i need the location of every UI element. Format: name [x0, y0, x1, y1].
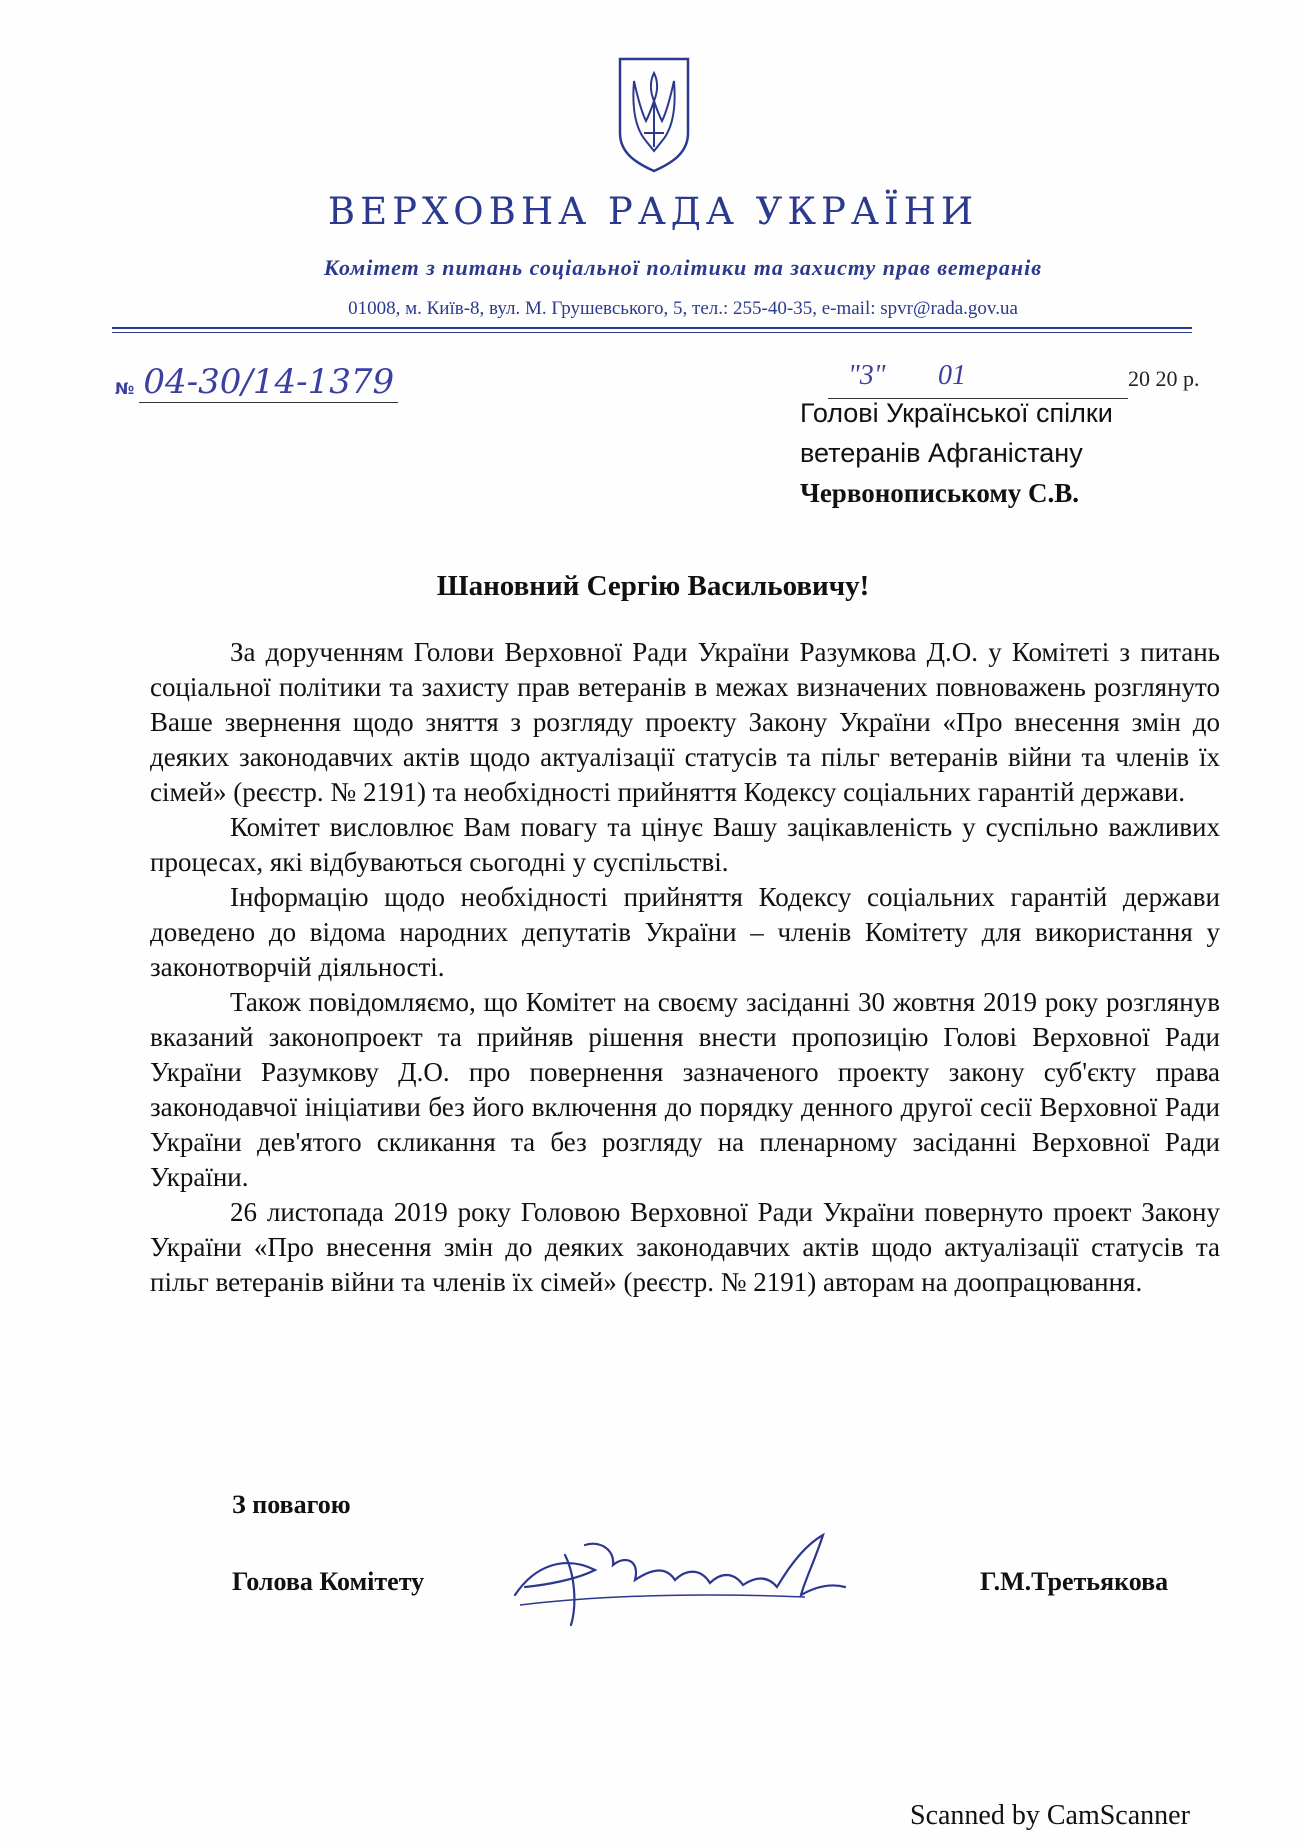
- header-divider: [112, 327, 1192, 329]
- paragraph-2: Комітет висловлює Вам повагу та цінує Вашу зацікавленість у суспільно важливих процесах, які відбуваються сьогодні у суспільстві.: [150, 812, 1220, 877]
- number-sign: №: [115, 379, 135, 398]
- signer-position: Голова Комітету: [232, 1567, 425, 1596]
- handwritten-signature-icon: [505, 1525, 885, 1635]
- registration-value: 04-30/14-1379: [139, 362, 398, 403]
- closing-phrase: З повагою: [232, 1490, 351, 1519]
- date-month: 01: [938, 360, 966, 391]
- addressee-line-2: ветеранів Афганістану: [800, 438, 1083, 468]
- addressee-line-1: Голові Української спілки: [800, 398, 1113, 428]
- paragraph-3: Інформацію щодо необхідності прийняття Кодексу соціальних гарантій держави доведено до відома народних депутатів України – членів Комітету для використання у законотворчій діяльності.: [150, 882, 1220, 982]
- date-year: 20 20 р.: [1128, 366, 1200, 391]
- trident-emblem-icon: [614, 55, 694, 175]
- letter-body: [150, 635, 1220, 1300]
- org-name: ВЕРХОВНА РАДА УКРАЇНИ: [327, 190, 979, 233]
- paragraph-4: Також повідомляємо, що Комітет на своєму засіданні 30 жовтня 2019 року розглянув вказаний законопроект та прийняв рішення внести пропозицію Голові Верховної Ради України Разумкову Д.О. про повернення зазначеного проекту закону суб'єкту права законодавчої ініціативи без його включення до порядку денного другої сесії Верховної Ради України дев'ятого скликання та без розгляду на пленарному засіданні Верховної Ради України.: [150, 987, 1220, 1192]
- addressee-name: Червонопиському С.В.: [800, 478, 1079, 508]
- registration-number: [115, 362, 398, 402]
- scanner-watermark: Scanned by CamScanner: [910, 1800, 1190, 1831]
- salutation: Шановний Сергію Васильовичу!: [436, 570, 870, 602]
- signer-name: Г.М.Третьякова: [980, 1567, 1169, 1596]
- paragraph-5: 26 листопада 2019 року Головою Верховної Ради України повернуто проект Закону України «Про внесення змін до деяких законодавчих актів щодо актуалізації статусів та пільг ветеранів війни та членів їх сімей» (реєстр. № 2191) авторам на доопрацювання.: [150, 1197, 1220, 1297]
- date-day: "3": [848, 360, 886, 391]
- addressee-block: [800, 393, 1113, 513]
- paragraph-1: За дорученням Голови Верховної Ради України Разумкова Д.О. у Комітеті з питань соціальної політики та захисту прав ветеранів в межах визначених повноважень розглянуто Ваше звернення щодо зняття з розгляду проекту Закону України «Про внесення змін до деяких законодавчих актів щодо актуалізації статусів та пільг ветеранів війни та членів їх сімей» (реєстр. № 2191) та необхідності прийняття Кодексу соціальних гарантій держави.: [150, 637, 1220, 807]
- header-divider-thin: [112, 332, 1192, 333]
- org-address: 01008, м. Київ-8, вул. М. Грушевського, 5, тел.: 255-40-35, e-mail: spvr@rada.gov.ua: [348, 298, 1018, 319]
- committee-name: Комітет з питань соціальної політики та захисту прав ветеранів: [323, 255, 1043, 280]
